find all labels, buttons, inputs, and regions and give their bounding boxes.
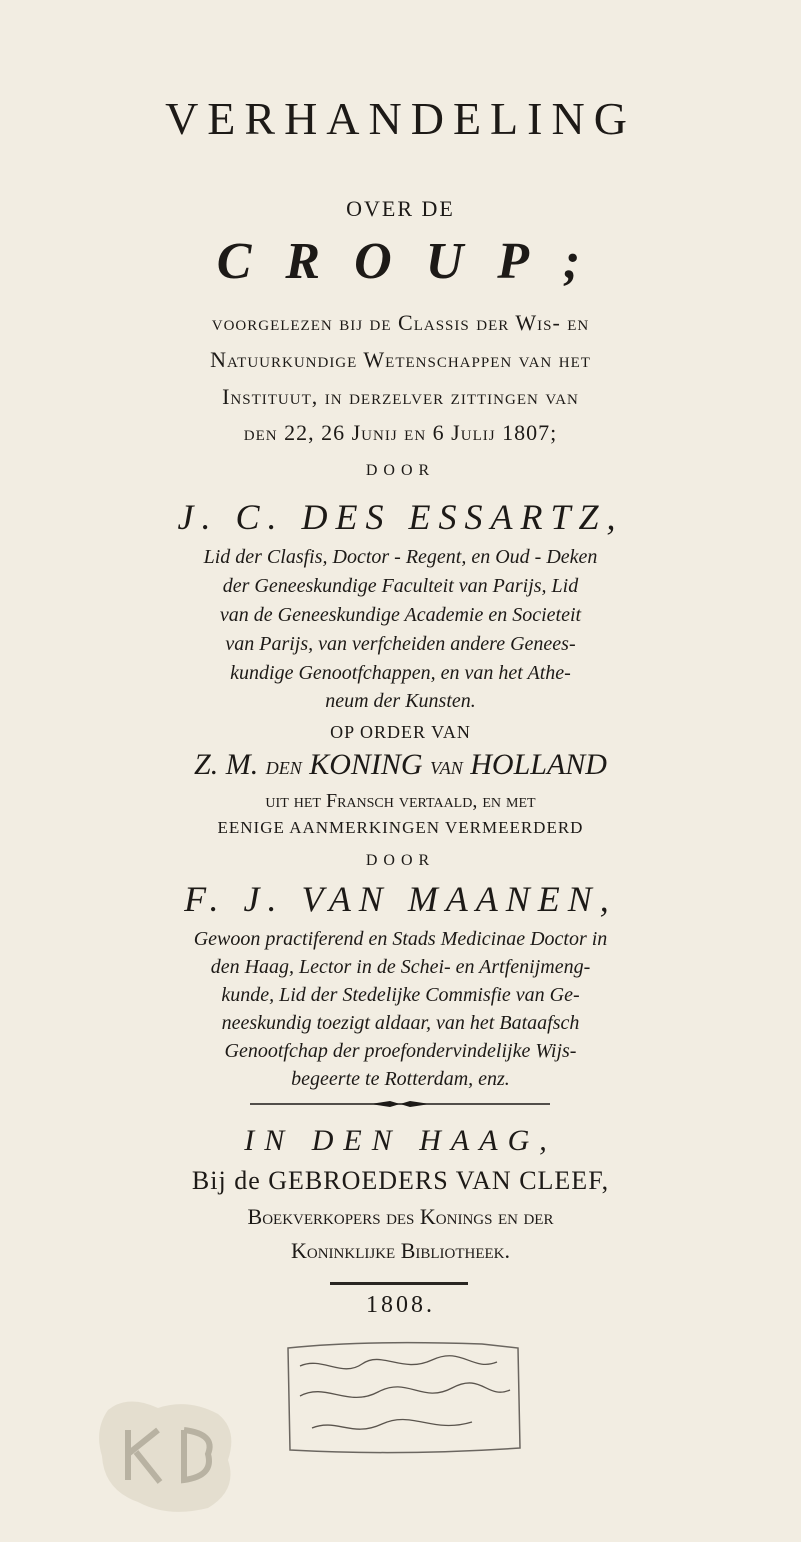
- over-de-line: OVER DE: [346, 196, 455, 221]
- imprint-line-2: Boekverkopers des Konings en der: [247, 1204, 554, 1229]
- subject-title: CROUP;: [216, 233, 615, 290]
- translation-line-1: uit het Fransch vertaald, en met: [265, 790, 536, 812]
- author-title-line: van de Geneeskundige Academie en Societeit: [219, 604, 582, 626]
- translator-title-line: den Haag, Lector in de Schei- en Artfenijmeng-: [210, 956, 591, 978]
- imprint-publisher: Bij de GEBROEDERS VAN CLEEF,: [191, 1166, 610, 1195]
- order-label: OP ORDER VAN: [330, 722, 471, 742]
- reading-line-1: voorgelezen bij de Classis der Wis- en: [211, 310, 590, 335]
- king-van: VAN: [430, 758, 463, 778]
- translator-door-label: DOOR: [365, 852, 436, 869]
- king-prefix: Z. M.: [194, 748, 259, 781]
- main-title: VERHANDELING: [165, 93, 636, 144]
- author-title-line: Lid der Clasfis, Doctor - Regent, en Oud - Deken: [203, 546, 598, 568]
- king-den: DEN: [265, 758, 302, 778]
- translator-name: F. J. VAN MAANEN,: [184, 879, 617, 919]
- translation-line-2: EENIGE AANMERKINGEN VERMEERDERD: [217, 818, 584, 837]
- author-door-label: DOOR: [365, 462, 436, 479]
- translator-title-line: kunde, Lid der Stedelijke Commisfie van Ge-: [221, 984, 580, 1006]
- imprint-line-3: Koninklijke Bibliotheek.: [290, 1238, 511, 1263]
- ornament-divider: [250, 1100, 550, 1108]
- king-koning: KONING: [309, 748, 423, 781]
- translator-title-line: Gewoon practiferend en Stads Medicinae Doctor in: [193, 928, 608, 950]
- author-title-line: kundige Genootfchappen, en van het Athe-: [230, 662, 571, 684]
- author-title-line: neum der Kunsten.: [325, 690, 476, 712]
- author-title-line: van Parijs, van verfcheiden andere Genees-: [225, 633, 576, 655]
- reading-line-3: Instituut, in derzelver zittingen van: [222, 384, 579, 409]
- translator-title-line: Genootfchap der proefondervindelijke Wijs-: [224, 1040, 577, 1062]
- author-title-line: der Geneeskundige Faculteit van Parijs, Lid: [222, 575, 579, 597]
- reading-line-2: Natuurkundige Wetenschappen van het: [210, 347, 591, 372]
- king-holland: HOLLAND: [470, 748, 607, 781]
- library-stamp-mark: [88, 1390, 268, 1520]
- imprint-year: 1808.: [366, 1292, 435, 1318]
- handwritten-ownership-mark: [282, 1338, 527, 1458]
- translator-title-line: neeskundig toezigt aldaar, van het Bataafsch: [221, 1012, 580, 1034]
- imprint-place: IN DEN HAAG,: [244, 1124, 557, 1157]
- author-name: J. C. DES ESSARTZ,: [177, 497, 624, 537]
- king-line: [0, 748, 801, 782]
- translator-title-line: begeerte te Rotterdam, enz.: [291, 1068, 510, 1090]
- year-rule: [330, 1282, 468, 1285]
- reading-line-4: den 22, 26 Junij en 6 Julij 1807;: [243, 420, 558, 445]
